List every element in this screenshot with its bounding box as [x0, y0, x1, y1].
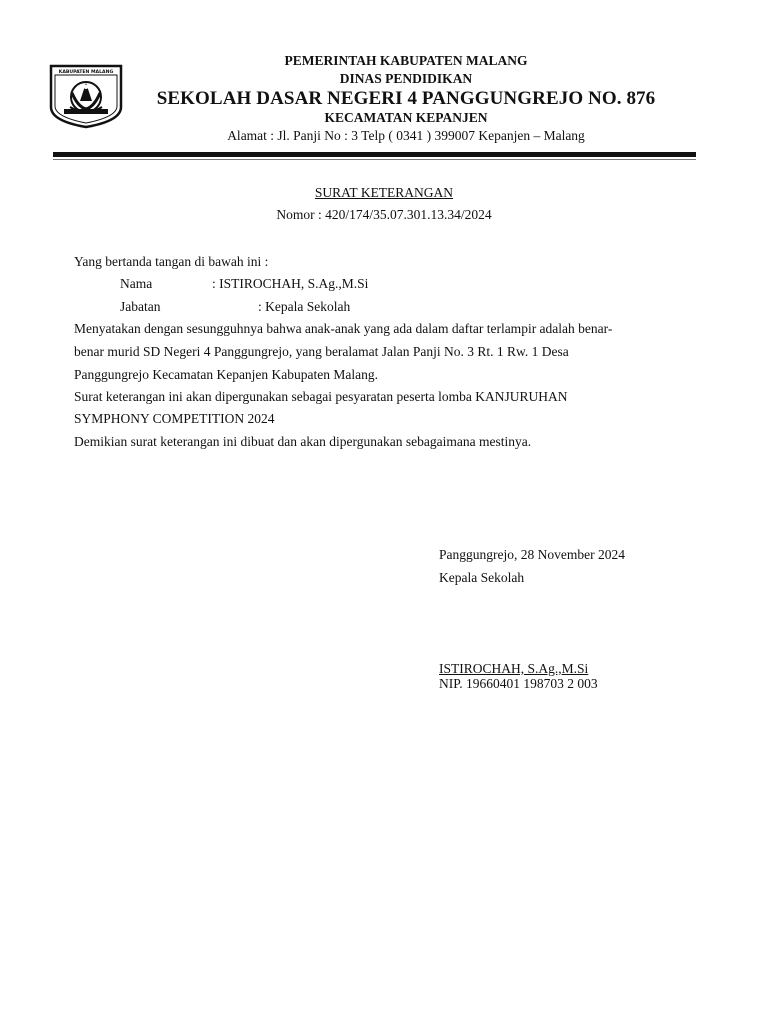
body-line-6: Demikian surat keterangan ini dibuat dan akan dipergunakan sebagaimana mestinya. [74, 434, 532, 449]
name-label: Nama [120, 276, 153, 291]
document-title-wrap [0, 185, 768, 201]
document-title: SURAT KETERANGAN [314, 185, 454, 200]
body-line-3: Panggungrejo Kecamatan Kepanjen Kabupaten Malang. [74, 367, 379, 382]
header-department: DINAS PENDIDIKAN [339, 71, 473, 86]
signature-place-date: Panggungrejo, 28 November 2024 [439, 547, 625, 562]
header-divider-thin [53, 159, 696, 160]
kabupaten-malang-emblem [48, 63, 124, 129]
header-divider-thick [53, 152, 696, 157]
header-district: KECAMATAN KEPANJEN [324, 110, 488, 125]
body-intro: Yang bertanda tangan di bawah ini : [74, 254, 269, 269]
signature-role: Kepala Sekolah [439, 570, 525, 585]
signature-name: ISTIROCHAH, S.Ag.,M.Si [439, 661, 589, 676]
name-value: : ISTIROCHAH, S.Ag.,M.Si [212, 276, 369, 291]
body-line-1: Menyatakan dengan sesungguhnya bahwa anak-anak yang ada dalam daftar terlampir adalah benar- [74, 321, 613, 336]
position-value: : Kepala Sekolah [258, 299, 351, 314]
header-address: Alamat : Jl. Panji No : 3 Telp ( 0341 ) 399007 Kepanjen – Malang [227, 128, 585, 143]
signature-nip: NIP. 19660401 198703 2 003 [439, 676, 598, 691]
svg-text:KABUPATEN MALANG: KABUPATEN MALANG [58, 70, 114, 75]
body-line-4: Surat keterangan ini akan dipergunakan sebagai pesyaratan peserta lomba KANJURUHAN [74, 389, 568, 404]
header-school-name: SEKOLAH DASAR NEGERI 4 PANGGUNGREJO NO. 876 [156, 88, 656, 109]
document-number: Nomor : 420/174/35.07.301.13.34/2024 [276, 207, 492, 222]
header-government: PEMERINTAH KABUPATEN MALANG [284, 53, 528, 68]
body-line-5: SYMPHONY COMPETITION 2024 [74, 411, 275, 426]
position-label: Jabatan [120, 299, 161, 314]
body-line-2: benar murid SD Negeri 4 Panggungrejo, yang beralamat Jalan Panji No. 3 Rt. 1 Rw. 1 Desa [74, 344, 569, 359]
